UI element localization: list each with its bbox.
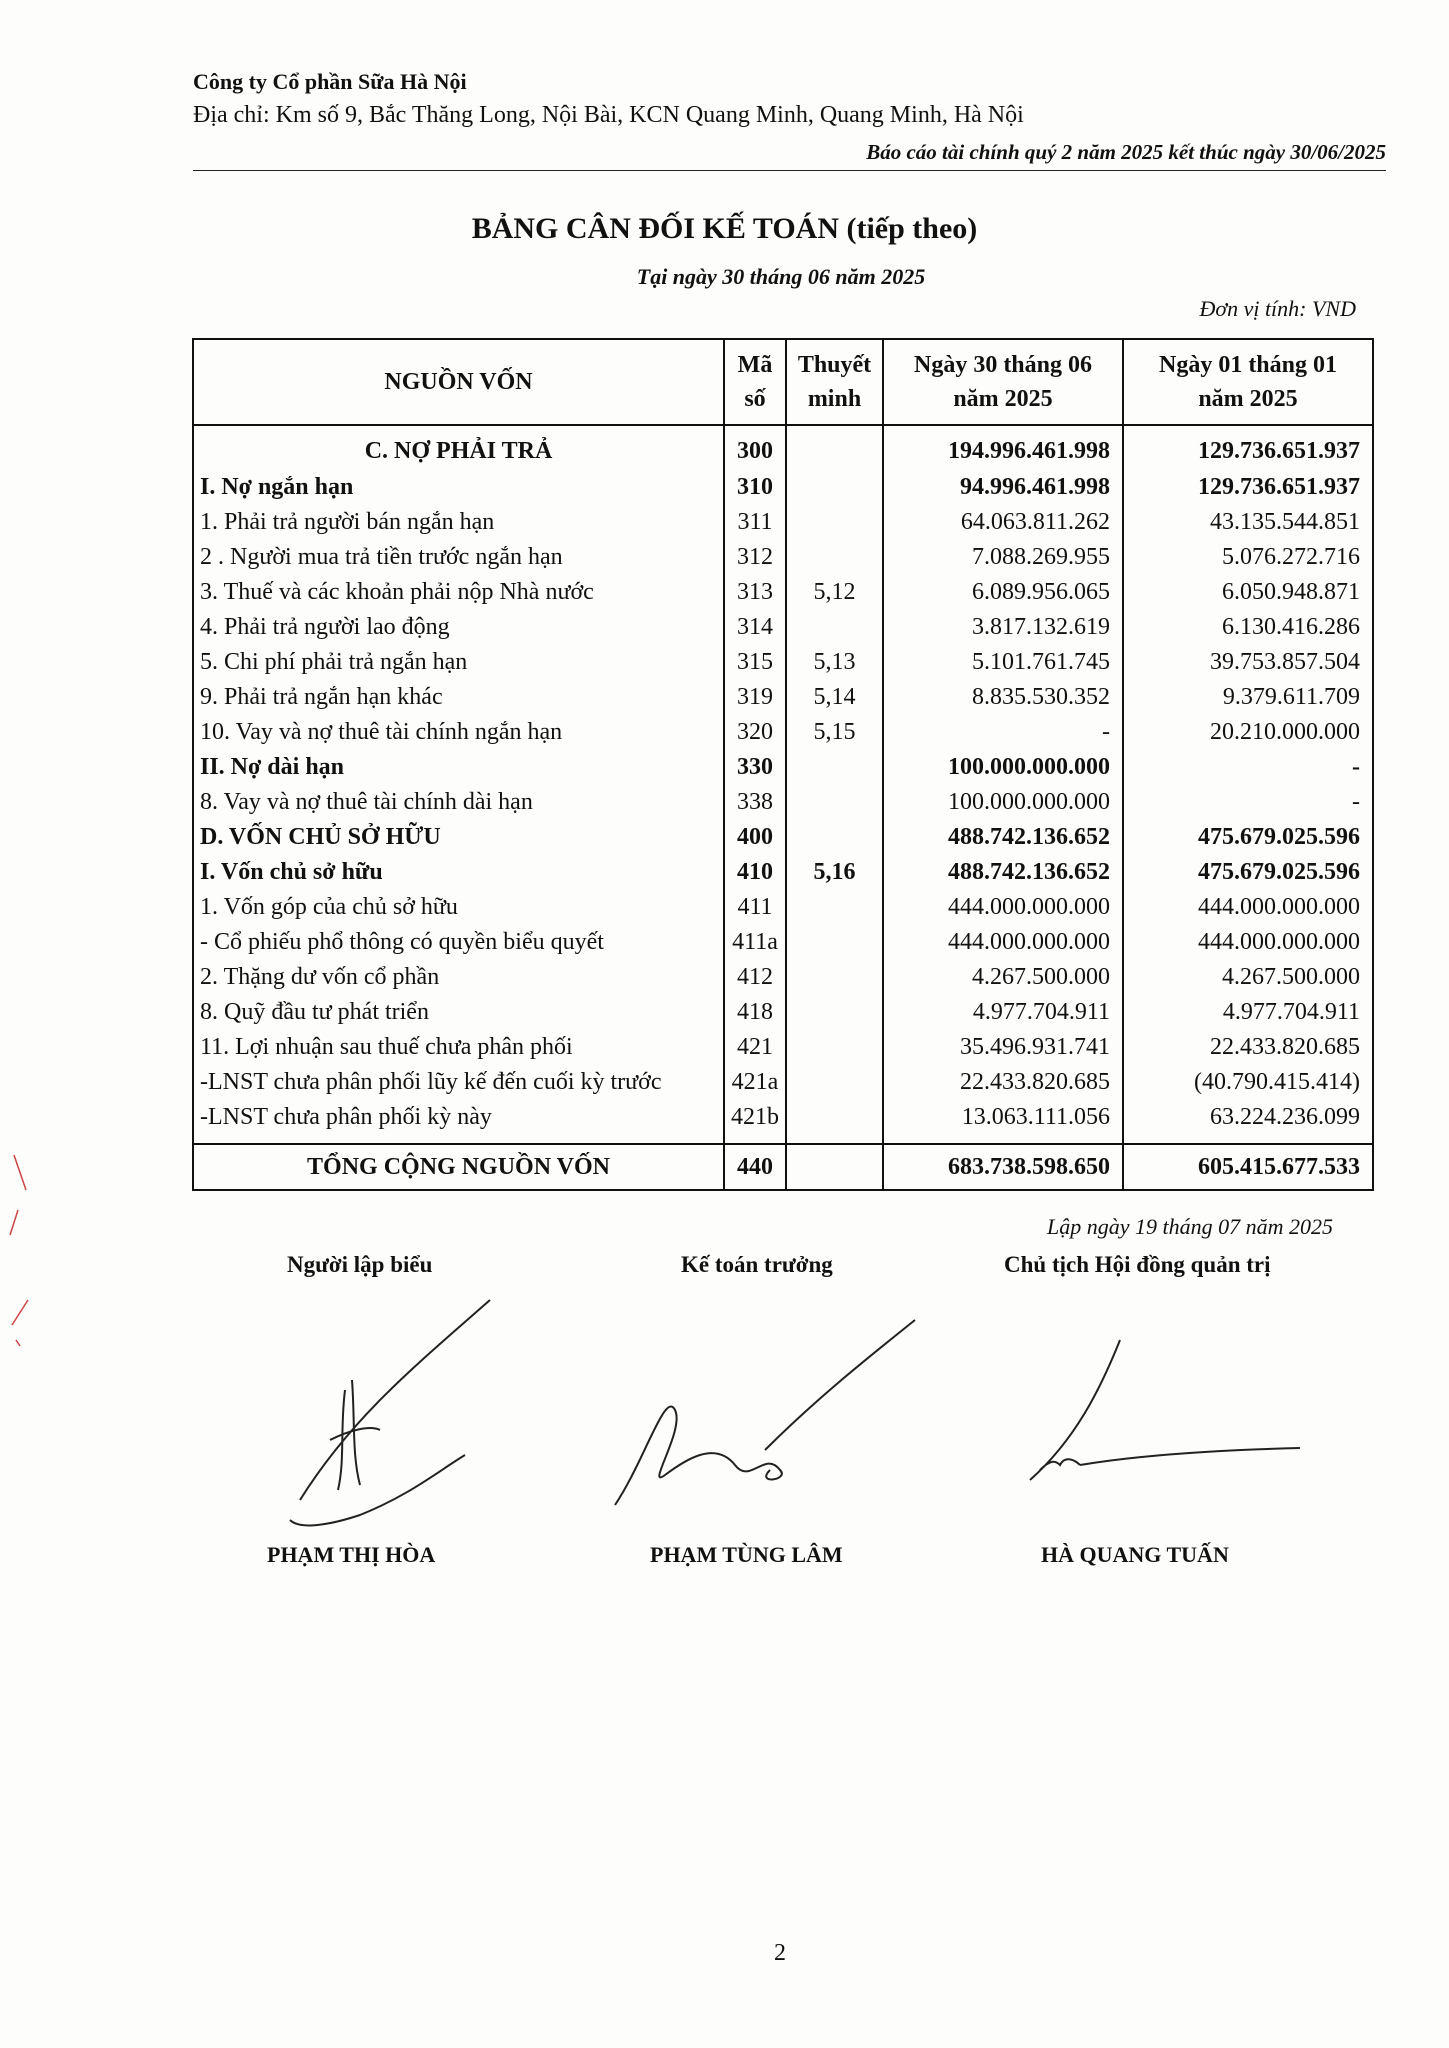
page-subtitle: Tại ngày 30 tháng 06 năm 2025 — [636, 264, 926, 289]
row-code: 314 — [724, 610, 786, 645]
row-end-value: 100.000.000.000 — [883, 750, 1123, 785]
row-label: - Cổ phiếu phổ thông có quyền biểu quyết — [193, 925, 724, 960]
row-code: 411a — [724, 925, 786, 960]
row-end-value: 488.742.136.652 — [883, 855, 1123, 890]
row-label: 1. Vốn góp của chủ sở hữu — [193, 890, 724, 925]
chairman-name: HÀ QUANG TUẤN — [1041, 1542, 1229, 1567]
row-begin-value: (40.790.415.414) — [1123, 1065, 1373, 1100]
row-begin-value: 129.736.651.937 — [1123, 425, 1373, 470]
row-note — [786, 890, 883, 925]
row-note — [786, 425, 883, 470]
row-note — [786, 540, 883, 575]
row-begin-value: 4.267.500.000 — [1123, 960, 1373, 995]
row-code: 418 — [724, 995, 786, 1030]
table-row — [193, 820, 1373, 855]
row-end-value: 488.742.136.652 — [883, 820, 1123, 855]
total-code: 440 — [724, 1144, 786, 1190]
spacer-cell — [786, 1135, 883, 1144]
spacer-cell — [724, 1135, 786, 1144]
row-note — [786, 925, 883, 960]
row-end-value: 100.000.000.000 — [883, 785, 1123, 820]
table-row — [193, 715, 1373, 750]
table-row — [193, 505, 1373, 540]
row-code: 411 — [724, 890, 786, 925]
header-end-period: Ngày 30 tháng 06 năm 2025 — [883, 339, 1123, 425]
total-label: TỔNG CỘNG NGUỒN VỐN — [193, 1144, 724, 1190]
preparer-signature — [260, 1290, 500, 1550]
row-end-value: 22.433.820.685 — [883, 1065, 1123, 1100]
row-code: 421 — [724, 1030, 786, 1065]
table-header-row — [193, 339, 1373, 425]
row-begin-value: 129.736.651.937 — [1123, 470, 1373, 505]
accountant-role: Kế toán trưởng — [681, 1252, 833, 1277]
table-row — [193, 750, 1373, 785]
row-code: 400 — [724, 820, 786, 855]
row-label: 2. Thặng dư vốn cổ phần — [193, 960, 724, 995]
row-note — [786, 995, 883, 1030]
row-code: 320 — [724, 715, 786, 750]
row-code: 330 — [724, 750, 786, 785]
row-end-value: 8.835.530.352 — [883, 680, 1123, 715]
header-note: Thuyết minh — [786, 339, 883, 425]
row-end-value: 3.817.132.619 — [883, 610, 1123, 645]
row-label: 2 . Người mua trả tiền trước ngắn hạn — [193, 540, 724, 575]
row-code: 300 — [724, 425, 786, 470]
row-label: 4. Phải trả người lao động — [193, 610, 724, 645]
spacer-row — [193, 1135, 1373, 1144]
row-begin-value: 475.679.025.596 — [1123, 820, 1373, 855]
spacer-cell — [193, 1135, 724, 1144]
report-period: Báo cáo tài chính quý 2 năm 2025 kết thúc ngày 30/06/2025 — [866, 140, 1386, 164]
row-begin-value: 5.076.272.716 — [1123, 540, 1373, 575]
row-note — [786, 1100, 883, 1135]
row-begin-value: 444.000.000.000 — [1123, 890, 1373, 925]
table-row — [193, 995, 1373, 1030]
page-number: 2 — [774, 1940, 786, 1966]
header-rule — [193, 170, 1386, 171]
preparer-name: PHẠM THỊ HÒA — [267, 1542, 436, 1567]
row-note — [786, 960, 883, 995]
row-begin-value: 444.000.000.000 — [1123, 925, 1373, 960]
row-label: II. Nợ dài hạn — [193, 750, 724, 785]
page-title: BẢNG CÂN ĐỐI KẾ TOÁN (tiếp theo) — [471, 212, 978, 245]
row-label: 11. Lợi nhuận sau thuế chưa phân phối — [193, 1030, 724, 1065]
total-end-value: 683.738.598.650 — [883, 1144, 1123, 1190]
accountant-signature — [605, 1300, 925, 1530]
row-end-value: 444.000.000.000 — [883, 925, 1123, 960]
header-begin-period: Ngày 01 tháng 01 năm 2025 — [1123, 339, 1373, 425]
row-end-value: 5.101.761.745 — [883, 645, 1123, 680]
row-label: I. Vốn chủ sở hữu — [193, 855, 724, 890]
row-begin-value: 22.433.820.685 — [1123, 1030, 1373, 1065]
row-end-value: - — [883, 715, 1123, 750]
row-begin-value: 20.210.000.000 — [1123, 715, 1373, 750]
preparer-role: Người lập biểu — [287, 1252, 433, 1277]
table-row — [193, 1100, 1373, 1135]
row-label: -LNST chưa phân phối lũy kế đến cuối kỳ trước — [193, 1065, 724, 1100]
row-note — [786, 610, 883, 645]
row-note — [786, 820, 883, 855]
chairman-signature — [1020, 1330, 1320, 1500]
row-code: 315 — [724, 645, 786, 680]
row-note: 5,14 — [786, 680, 883, 715]
row-end-value: 94.996.461.998 — [883, 470, 1123, 505]
row-note — [786, 785, 883, 820]
table-row — [193, 680, 1373, 715]
row-end-value: 194.996.461.998 — [883, 425, 1123, 470]
margin-pen-marks — [6, 1150, 36, 1350]
table-row — [193, 645, 1373, 680]
row-note — [786, 750, 883, 785]
table-row — [193, 1065, 1373, 1100]
row-end-value: 13.063.111.056 — [883, 1100, 1123, 1135]
row-label: 1. Phải trả người bán ngắn hạn — [193, 505, 724, 540]
row-end-value: 64.063.811.262 — [883, 505, 1123, 540]
row-label: 8. Vay và nợ thuê tài chính dài hạn — [193, 785, 724, 820]
row-begin-value: 39.753.857.504 — [1123, 645, 1373, 680]
row-note: 5,13 — [786, 645, 883, 680]
table-row — [193, 1030, 1373, 1065]
row-note: 5,12 — [786, 575, 883, 610]
row-begin-value: 475.679.025.596 — [1123, 855, 1373, 890]
total-begin-value: 605.415.677.533 — [1123, 1144, 1373, 1190]
row-code: 319 — [724, 680, 786, 715]
company-address: Địa chỉ: Km số 9, Bắc Thăng Long, Nội Bài, KCN Quang Minh, Quang Minh, Hà Nội — [193, 102, 1024, 128]
header-code: Mã số — [724, 339, 786, 425]
row-code: 311 — [724, 505, 786, 540]
row-end-value: 4.977.704.911 — [883, 995, 1123, 1030]
row-code: 338 — [724, 785, 786, 820]
table-row — [193, 960, 1373, 995]
accountant-name: PHẠM TÙNG LÂM — [650, 1542, 843, 1567]
row-note: 5,15 — [786, 715, 883, 750]
row-label: 10. Vay và nợ thuê tài chính ngắn hạn — [193, 715, 724, 750]
row-note: 5,16 — [786, 855, 883, 890]
signing-date: Lập ngày 19 tháng 07 năm 2025 — [1047, 1214, 1333, 1239]
row-begin-value: 63.224.236.099 — [1123, 1100, 1373, 1135]
row-code: 412 — [724, 960, 786, 995]
row-note — [786, 1030, 883, 1065]
row-label: -LNST chưa phân phối kỳ này — [193, 1100, 724, 1135]
chairman-role: Chủ tịch Hội đồng quản trị — [1004, 1252, 1271, 1277]
row-label: C. NỢ PHẢI TRẢ — [193, 425, 724, 470]
row-code: 410 — [724, 855, 786, 890]
balance-sheet-table — [192, 338, 1374, 1191]
row-note — [786, 1065, 883, 1100]
row-end-value: 444.000.000.000 — [883, 890, 1123, 925]
row-end-value: 35.496.931.741 — [883, 1030, 1123, 1065]
table-row — [193, 855, 1373, 890]
row-note — [786, 505, 883, 540]
total-row — [193, 1144, 1373, 1190]
row-label: 8. Quỹ đầu tư phát triển — [193, 995, 724, 1030]
spacer-cell — [883, 1135, 1123, 1144]
row-end-value: 4.267.500.000 — [883, 960, 1123, 995]
row-end-value: 7.088.269.955 — [883, 540, 1123, 575]
row-code: 421b — [724, 1100, 786, 1135]
row-label: 9. Phải trả ngắn hạn khác — [193, 680, 724, 715]
header-source: NGUỒN VỐN — [193, 339, 724, 425]
row-code: 310 — [724, 470, 786, 505]
row-code: 421a — [724, 1065, 786, 1100]
total-note — [786, 1144, 883, 1190]
table-row — [193, 425, 1373, 470]
company-name: Công ty Cổ phần Sữa Hà Nội — [193, 69, 467, 94]
table-row — [193, 540, 1373, 575]
row-begin-value: 4.977.704.911 — [1123, 995, 1373, 1030]
row-begin-value: 6.130.416.286 — [1123, 610, 1373, 645]
spacer-cell — [1123, 1135, 1373, 1144]
row-begin-value: 6.050.948.871 — [1123, 575, 1373, 610]
row-begin-value: - — [1123, 750, 1373, 785]
row-label: 5. Chi phí phải trả ngắn hạn — [193, 645, 724, 680]
table-row — [193, 890, 1373, 925]
row-end-value: 6.089.956.065 — [883, 575, 1123, 610]
row-begin-value: - — [1123, 785, 1373, 820]
row-code: 312 — [724, 540, 786, 575]
row-code: 313 — [724, 575, 786, 610]
currency-unit: Đơn vị tính: VND — [1199, 296, 1356, 321]
table-row — [193, 470, 1373, 505]
table-row — [193, 925, 1373, 960]
row-label: 3. Thuế và các khoản phải nộp Nhà nước — [193, 575, 724, 610]
row-note — [786, 470, 883, 505]
row-label: D. VỐN CHỦ SỞ HỮU — [193, 820, 724, 855]
table-row — [193, 575, 1373, 610]
row-begin-value: 9.379.611.709 — [1123, 680, 1373, 715]
row-begin-value: 43.135.544.851 — [1123, 505, 1373, 540]
table-row — [193, 785, 1373, 820]
table-row — [193, 610, 1373, 645]
row-label: I. Nợ ngắn hạn — [193, 470, 724, 505]
